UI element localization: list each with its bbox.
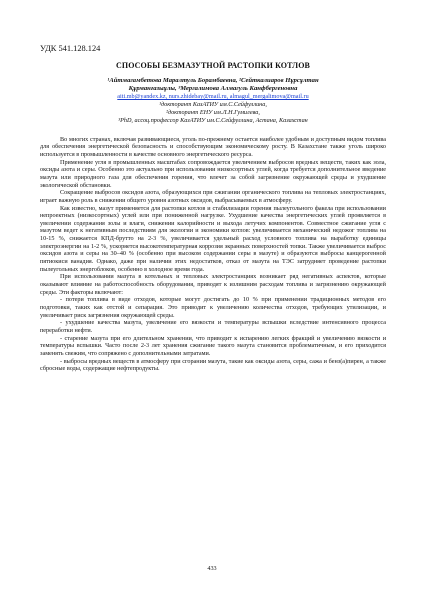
article-title: СПОСОБЫ БЕЗМАЗУТНОЙ РАСТОПКИ КОТЛОВ xyxy=(116,61,310,70)
paragraph: Применение угля в промышленных масштабах сопровождается увеличением выбросов вредных веществ, таких как зола, оксиды азота и серы. Особенно это актуально при использовании низкосортных углей, когда требуется дополнительное введение мазута или природного газа для обеспечения горения, что влечет за собой загрязнение окружающей среды и ухудшение экологической обстановки. xyxy=(40,158,386,189)
author-emails[interactable] xyxy=(40,93,386,101)
list-item: - старение мазута при его длительном хранении, что приводит к испарению легких фракций и увеличению вязкости и температуры вспышки. Часто после 2-3 лет хранения сжигание такого мазута становится проблематичным, и его приходится заменять свежим, что сопряжено с дополнительными затратами. xyxy=(40,334,386,357)
udk-code: УДК 541.128.124 xyxy=(40,44,101,53)
paragraph: Во многих странах, включая развивающиеся, уголь по-прежнему остается наиболее удобным и доступным видом топлива для обеспечения энергетической безопасность и способствующим экономическому росту. В Казахстане также уголь широко используется в промышленности в качестве основного энергетического ресурса. xyxy=(40,135,386,158)
affiliation-3: ³PhD, ассоц.профессор КазАТИУ им.С.Сейфуллина, Астана, Казахстан xyxy=(118,116,308,124)
page-number: 433 xyxy=(207,565,217,572)
list-item: - потери топлива в виде отходов, которые могут достигать до 10 % при применении традиционных методов его подготовки, таких как отстой и сепарация. Это приводит к увеличению количества отходов, требующих утилизации, и увеличивает риск загрязнения окружающей среды. xyxy=(40,296,386,319)
article-body xyxy=(40,136,386,373)
paragraph: Сокращение выбросов оксидов азота, образующихся при сжигании органического топлива на тепловых электростанциях, играет важную роль в снижении общего уровня азотных оксидов, выбрасываемых в атмосферу. xyxy=(40,189,386,204)
paragraph: При использовании мазута в котельных и тепловых электростанциях возникает ряд негативных аспектов, которые оказывают влияние на работоспособность оборудования, приводят к излишним расходам топлива и загрязнению окружающей среды. Эти факторы включают: xyxy=(40,273,386,296)
list-item: - выбросы вредных веществ в атмосферу при сгорании мазута, такие как оксиды азота, серы, сажа и бенз(а)пирен, а также сбросные воды, содержащие нефтепродукты. xyxy=(40,357,386,373)
authors-line-2: Құрманғазыұлы, ³Мергалимова Алмагуль Канфбергеновна xyxy=(128,85,298,93)
paragraph: Как известно, мазут применяется для растопки котлов и стабилизации горения пылеугольного факела при использовании непроектных (низкосортных) углей или при пониженной нагрузке. Ухудшение качества энергетических углей проявляется в увеличении содержания золы и влаги, снижении калорийности и выхода летучих компонентов. Совместное сжигание угля с мазутом ведет к негативным последствиям для экологии и экономики котлов: увеличивается механический недожог топлива на 10-15 %, снижается КПД-брутто на 2-3 %, увеличивается удельный расход условного топлива на выработку единицы электроэнергии на 1-2 %, ускоряется высокотемпературная коррозия экранных поверхностей топки. Также увеличивается выброс оксидов азота и серы на 30–40 % (особенно при высоком содержании серы в мазуте) и образуются выбросы канцерогенной пятиокиси ванадия. Однако, даже при наличии этих недостатков, отказ от мазута на ТЭС затрудняет проведение растопки пылеугольных энергоблоков, особенно в холодное время года. xyxy=(40,204,386,273)
list-item: - ухудшение качества мазута, увеличение его вязкости и температуры вспышки вследствие интенсивного процесса переработки нефти. xyxy=(40,319,386,334)
affiliation-1: ¹докторант КазАТИУ им.С.Сейфуллина, xyxy=(159,101,267,109)
authors-line-1: ¹Айтмагамбетова Маралтуль Борамбаевна, ²Сейткалиаров Нұрсұлтан xyxy=(107,77,319,84)
affiliation-2: ²докторант ЕНУ им.Л.Н.Гумилева, xyxy=(166,109,260,116)
email-links[interactable]: aiti.mb@yandex.kz, nurs.zhidebay@mail.ru, almagul_mergalimova@mail.ru xyxy=(117,93,309,101)
author-block xyxy=(40,77,386,125)
